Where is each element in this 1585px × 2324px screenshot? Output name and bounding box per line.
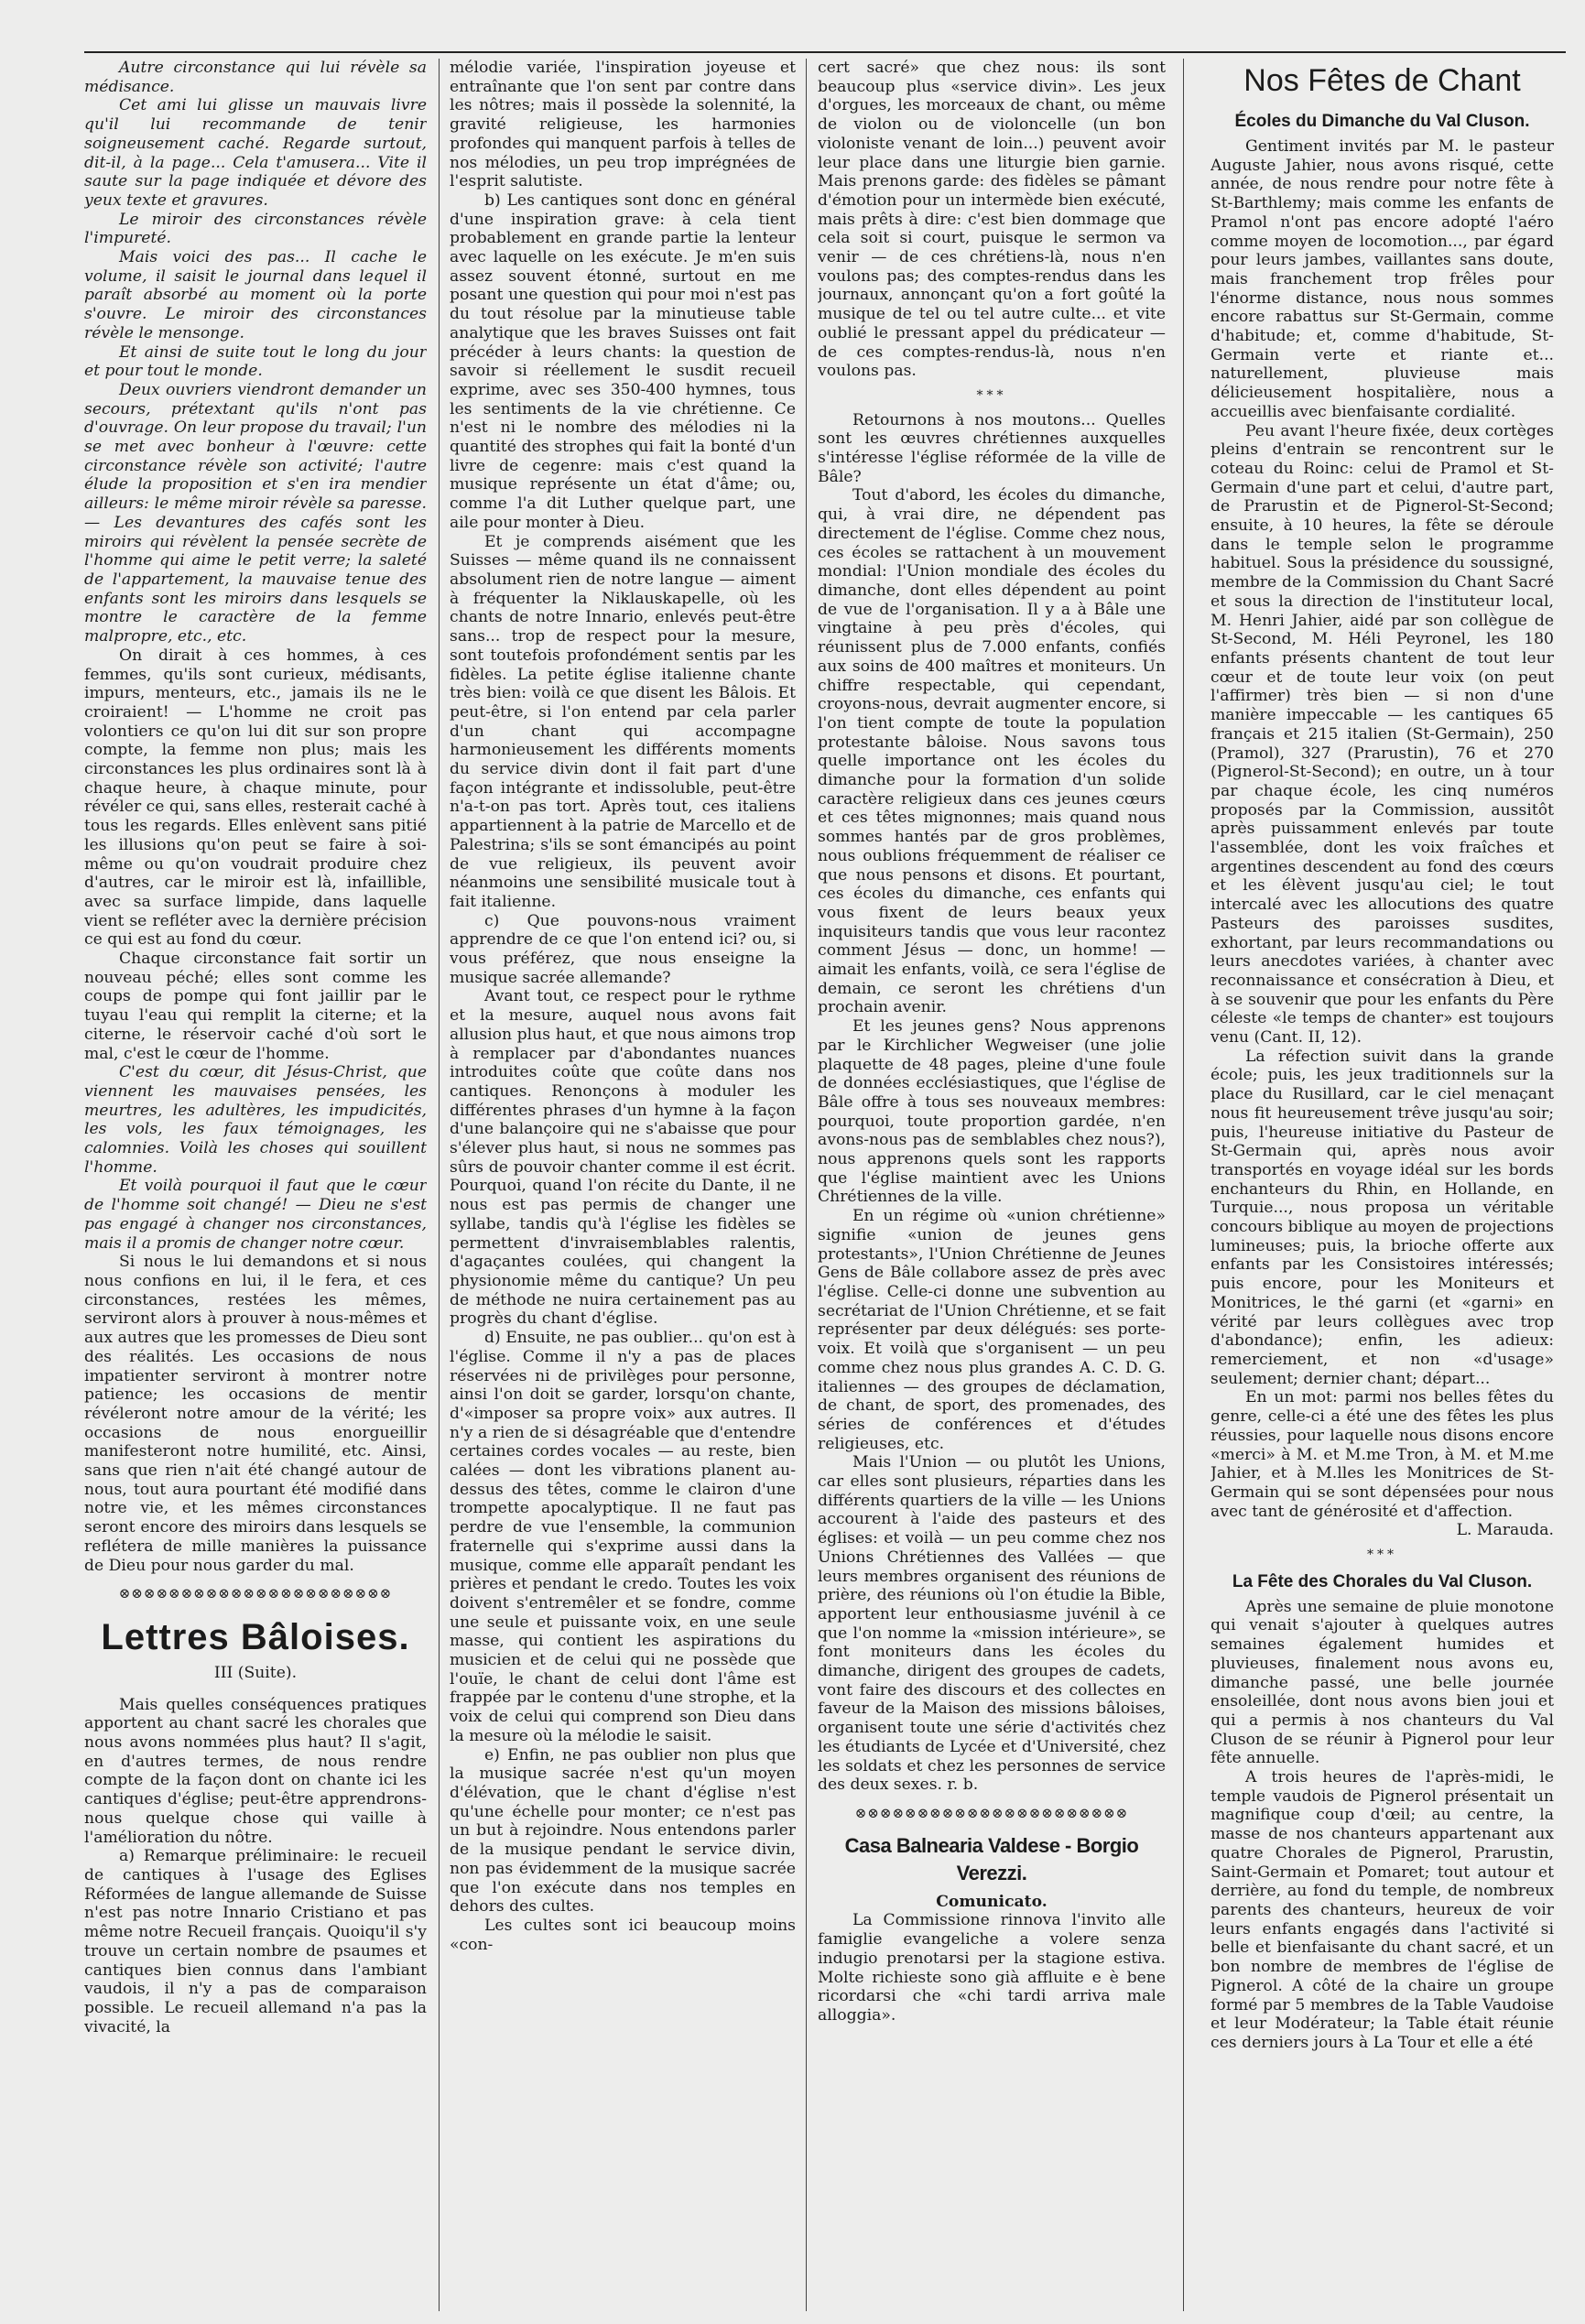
paragraph: Après une semaine de pluie monotone qui venait s'ajouter à quelques autres semaines également humides et pluvieuses, finalement nous avons eu, dimanche passé, une belle journée ensoleillée, dont nous avons bien joui et qui a permis à nos chanteurs du Val Cluson de se réunir à Pignerol pour leur fête annuelle. (1210, 1597, 1554, 1768)
paragraph: La Commissione rinnova l'invito alle famiglie evangeliche a volere senza indugio prenotarsi per la stagione estiva. Molte richieste sono già affluite e è bene ricordarsi che «chi tardi arriva male alloggia». (818, 1911, 1166, 2025)
column-3 (818, 59, 1166, 2311)
paragraph: Et ainsi de suite tout le long du jour et pour tout le monde. (84, 342, 427, 381)
paragraph: Le miroir des circonstances révèle l'impureté. (84, 210, 427, 248)
casa-title: Casa Balnearia Valdese - Borgio Verezzi. (844, 1833, 1139, 1884)
section-stars: *** (1367, 1548, 1397, 1563)
casa-subtitle: Comunicato. (936, 1892, 1048, 1911)
paragraph: Peu avant l'heure fixée, deux cortèges pleins d'entrain se rencontrent sur le coteau du Roinc: celui de Pramol et St-Germain d'une part et celui, d'autre part, de Prarustin et de Pignerol-St-Second; ensuite, à 10 heures, la fête se déroule dans le temple selon le programme habituel. Sous la présidence du soussigné, membre de la Commission du Chant Sacré et sous la direction de l'instituteur local, M. Henri Jahier, aidé par son collègue de St-Second, M. Héli Peyronel, les 180 enfants présents chantent de tout leur cœur et de toute leur voix (on peut l'affirmer) très bien — si non d'une manière impeccable — les cantiques 65 français et 215 italien (St-Germain), 250 (Pramol), 327 (Prarustin), 76 et 270 (Pignerol-St-Second); en outre, un à tour par chaque école, les cinq numéros proposés par la Commission, aussitôt après puissamment enlevés par toute l'assemblée, dont les voix fraîches et argentines descendent au fond des cœurs et les élèvent jusqu'au ciel; le tout intercalé avec les allocutions des quatre Pasteurs des paroisses susdites, exhortant, par leurs recommandations ou leurs anecdotes variées, à chanter avec reconnaissance et consécration à Dieu, et à se souvenir que pour les enfants du Père céleste «le temps de chanter» est toujours venu (Cant. II, 12). (1210, 421, 1554, 1048)
paragraph: Tout d'abord, les écoles du dimanche, qui, à vrai dire, ne dépendent pas directement de l'église. Comme chez nous, ces écoles se rattachent à un mouvement mondial: l'Union mondiale des écoles du dimanche, dont elles dépendent au point de vue de l'organisation. Il y a à Bâle une vingtaine à peu près d'écoles, qui réunissent plus de 7.000 enfants, confiés aux soins de 400 maîtres et moniteurs. Un chiffre respectable, qui cependant, croyons-nous, devrait augmenter encore, si l'on tient compte de toute la population protestante bâloise. Nous savons tous quelle importance ont les écoles du dimanche pour la formation d'un solide caractère religieux dans ces jeunes cœurs et ces têtes mignonnes; mais quand nous sommes hantés par de gros problèmes, nous oublions fréquemment de réaliser ce que nous pensons et disons. Et pourtant, ces écoles du dimanche, ces enfants qui vous fixent de leurs beaux yeux inquisiteurs tandis que vous leur racontez comment Jésus — donc, un homme! — aimait les enfants, voilà, ce sera l'église de demain, ce seront les chrétiens d'un prochain avenir. (818, 486, 1166, 1017)
ornament-divider: ⊗⊗⊗⊗⊗⊗⊗⊗⊗⊗⊗⊗⊗⊗⊗⊗⊗⊗⊗⊗⊗⊗ (854, 1804, 1129, 1821)
paragraph: A trois heures de l'après-midi, le temple vaudois de Pignerol présentait un magnifique coup d'œil; au centre, la masse de nos chanteurs appartenant aux quatre Chorales de Pignerol, Prarustin, Saint-Germain et Pomaret; tout autour et derrière, au fond du temple, de nombreux parents des chanteurs, heureux de voir leurs enfants engagés dans l'activité si belle et bienfaisante du chant sacré, et un bon nombre de membres de l'église de Pignerol. A côté de la chaire un groupe formé par 5 membres de la Table Vaudoise et leur Modérateur; la Table était réunie ces derniers jours à La Tour et elle a été (1210, 1768, 1554, 2052)
signature: L. Marauda. (1456, 1521, 1554, 1540)
paragraph: Et les jeunes gens? Nous apprenons par le Kirchlicher Wegweiser (une jolie plaquette de 48 pages, pleine d'une foule de données ecclésiastiques, que l'église de Bâle offre à tous ses nouveaux membres: pourquoi, toute proportion gardée, n'en avons-nous pas de semblables chez nous?), nous apprenons quels sont les rapports que l'église maintient avec les Unions Chrétiennes de la ville. (818, 1017, 1166, 1207)
paragraph: Gentiment invités par M. le pasteur Auguste Jahier, nous avons risqué, cette année, de nous rendre pour notre fête à St-Barthlemy; mais comme les enfants de Pramol n'ont pas encore adopté l'aéro comme moyen de locomotion..., par égard pour leurs jambes, vaillantes sans doute, mais franchement trop frêles pour l'énorme distance, nous nous sommes encore rabattus sur St-Germain, comme d'habitude; et, comme d'habitude, St-Germain verte et riante et... naturellement, pluvieuse mais délicieusement hospitalière, nous a accueillis avec bienfaisante cordialité. (1210, 137, 1554, 421)
section-title: Lettres Bâloises. (101, 1616, 410, 1657)
paragraph: Deux ouvriers viendront demander un secours, prétextant qu'ils n'ont pas d'ouvrage. On leur propose du travail; l'un se met avec bonheur à l'œuvre: cette circonstance révèle son activité; l'autre élude la proposition et s'en ira mendier ailleurs: le même miroir révèle sa paresse. — Les devantures des cafés sont les miroirs qui révèlent la pensée secrète de l'homme qui aime le petit verre; la saleté de l'appartement, la mauvaise tenue des enfants sont les miroirs dans lesquels se montre le caractère de la femme malpropre, etc., etc. (84, 380, 427, 646)
paragraph: On dirait à ces hommes, à ces femmes, qu'ils sont curieux, médisants, impurs, menteurs, etc., jamais ils ne le croiraient! — L'homme ne croit pas volontiers ce qu'on lui dit sur son propre compte, la femme non plus; mais les circonstances les plus ordinaires sont là à chaque heure, à chaque minute, pour révéler ce qui, sans elles, resterait caché à tous les regards. Elles enlèvent sans pitié les illusions qu'on peut se faire à soi-même ou qu'on voudrait produire chez d'autres, car le miroir est là, infaillible, avec sa surface limpide, dans laquelle vient se refléter avec la dernière précision ce qui est au fond du cœur. (84, 646, 427, 950)
paragraph: cert sacré» que chez nous: ils sont beaucoup plus «service divin». Les jeux d'orgues, les morceaux de chant, ou même de violon ou de violoncelle (un bon violoniste venant de loin...) peuvent avoir leur place dans une liturgie bien garnie. Mais prenons garde: des fidèles se pâmant d'émotion pour un intermède bien exécuté, mais prêts à dire: c'est bien dommage que cela soit si court, puisque le sermon va venir — de ces chrétiens-là, nous n'en voulons pas; des comptes-rendus dans les journaux, annonçant qu'on a fort goûté la musique de tel ou tel autre culte... et vite oublié le pressant appel du prédicateur — de ces comptes-rendus-là, nous n'en voulons pas. (818, 59, 1166, 381)
paragraph: En un mot: parmi nos belles fêtes du genre, celle-ci a été une des fêtes les plus réussies, pour laquelle nous disons encore «merci» à M. et M.me Tron, à M. et M.me Jahier, et à M.lles les Monitrices de St-Germain qui se sont dépensées pour nous avec tant de générosité et d'affection. (1210, 1388, 1554, 1521)
column-2 (450, 59, 796, 2311)
paragraph: Cet ami lui glisse un mauvais livre qu'il lui recommande de tenir soigneusement caché. Regarde surtout, dit-il, à la page... Cela t'amusera... Vite il saute sur la page indiquée et dévore des yeux texte et gravures. (84, 96, 427, 210)
column-4 (1210, 59, 1554, 2311)
section-subtitle: III (Suite). (213, 1663, 298, 1682)
section-title: Nos Fêtes de Chant (1243, 63, 1521, 98)
paragraph: Mais quelles conséquences pratiques apportent au chant sacré les chorales que nous avons nommées plus haut? Il s'agit, en d'autres termes, de nous rendre compte de la façon dont on chante ici les cantiques d'église; peut-être apprendrons-nous quelque chose qui vaille à l'amélioration du nôtre. (84, 1695, 427, 1847)
paragraph: c) Que pouvons-nous vraiment apprendre de ce que l'on entend ici? ou, si vous préférez, que nous enseigne la musique sacrée allemande? (450, 911, 796, 987)
paragraph: Et voilà pourquoi il faut que le cœur de l'homme soit changé! — Dieu ne s'est pas engagé à changer nos circonstances, mais il a promis de changer notre cœur. (84, 1177, 427, 1253)
column-divider (806, 59, 807, 2311)
paragraph: Autre circonstance qui lui révèle sa médisance. (84, 59, 427, 96)
paragraph: b) Les cantiques sont donc en général d'une inspiration grave: à cela tient probablement en grande partie la lenteur avec laquelle on les exécute. Je m'en suis assez souvent étonné, surtout en me posant une question qui pour moi n'est pas du tout résolue par la minutieuse table analytique que les braves Suisses ont fait précéder à leurs chants: la question de savoir si réellement le susdit recueil exprime, avec ses 350-400 hymnes, tous les sentiments de la vie chrétienne. Ce n'est ni le nombre des mélodies ni la quantité des strophes qui fait la bonté d'un livre de cegenre: mais c'est quand la musique représente un état d'âme; ou, comme l'a dit Luther quelque part, une aile pour monter à Dieu. (450, 190, 796, 532)
ornament-divider: ⊗⊗⊗⊗⊗⊗⊗⊗⊗⊗⊗⊗⊗⊗⊗⊗⊗⊗⊗⊗⊗⊗ (118, 1585, 393, 1602)
paragraph: Retournons à nos moutons... Quelles sont les œuvres chrétiennes auxquelles s'intéresse l'église réformée de la ville de Bâle? (818, 410, 1166, 486)
section-subtitle: La Fête des Chorales du Val Cluson. (1232, 1571, 1533, 1591)
paragraph: d) Ensuite, ne pas oublier... qu'on est à l'église. Comme il n'y a pas de places réservées ni de privilèges pour personne, ainsi l'on doit se garder, lorsqu'on chante, d'«imposer sa propre voix» aux autres. Il n'y a rien de si désagréable que d'entendre certaines cordes vocales — au reste, bien calées — dont les vibrations planent au-dessus des têtes, comme le clairon d'une trompette apocalyptique. Il ne faut pas perdre de vue l'ensemble, la communion fraternelle qui s'exprime aussi dans la musique, comme elle apparaît pendant les prières et pendant le credo. Toutes les voix doivent s'entremêler et se fondre, comme une seule et puissante voix, en une seule masse, qui contient les aspirations du musicien et de celui qui ne possède que l'ouïe, le chant de celui dont l'âme est frappée par le contenu d'une strophe, et la voix de celui qui comprend son Dieu dans la mesure où la mélodie le saisit. (450, 1329, 796, 1745)
column-1 (84, 59, 427, 2311)
paragraph: Chaque circonstance fait sortir un nouveau péché; elles sont comme les coups de pompe qui font jaillir par le tuyau l'eau qui remplit la citerne; et la citerne, le réservoir caché d'où sort le mal, c'est le cœur de l'homme. (84, 950, 427, 1063)
paragraph: Mais voici des pas... Il cache le volume, il saisit le journal dans lequel il paraît absorbé au moment où la porte s'ouvre. Le miroir des circonstances révèle le mensonge. (84, 248, 427, 342)
paragraph: La réfection suivit dans la grande école; puis, les jeux traditionnels sur la place du Rusillard, car le ciel menaçant nous fit heureusement trêve jusqu'au soir; puis, l'heureuse initiative du Pasteur de St-Germain qui, après nous avoir transportés en voyage idéal sur les bords enchanteurs du Rhin, en Hollande, en Turquie..., nous proposa un véritable concours biblique au moyen de projections lumineuses; puis, la brioche offerte aux enfants par les Consistoires intéressés; puis encore, pour les Moniteurs et Monitrices, le thé garni (et «garni» en vérité par leurs collègues avec trop d'abondance); enfin, les adieux: remerciement, et non «d'usage» seulement; dernier chant; départ... (1210, 1047, 1554, 1388)
paragraph: En un régime où «union chrétienne» signifie «union de jeunes gens protestants», l'Union Chrétienne de Jeunes Gens de Bâle collabore assez de près avec l'église. Celle-ci donne une subvention au secrétariat de l'Union Chrétienne, et se fait représenter par deux délégués: ses porte-voix. Et voilà que s'organisent — un peu comme chez nous plus grandes A. C. D. G. italiennes — des groupes de déclamation, de chant, de sport, des promenades, des séries de conférences et d'études religieuses, etc. (818, 1207, 1166, 1453)
paragraph: a) Remarque préliminaire: le recueil de cantiques à l'usage des Eglises Réformées de langue allemande de Suisse n'est pas notre Innario Cristiano et pas même notre Recueil français. Quoiqu'il s'y trouve un certain nombre de psaumes et cantiques bien connus dans l'ambiant vaudois, il n'y a pas de comparaison possible. Le recueil allemand n'a pas la vivacité, la (84, 1847, 427, 2036)
paragraph: mélodie variée, l'inspiration joyeuse et entraînante que l'on sent par contre dans les nôtres; mais il possède la solennité, la gravité religieuse, les harmonies profondes qui manquent parfois à telles de nos mélodies, un peu trop imprégnées de l'esprit salutiste. (450, 59, 796, 191)
column-divider (439, 59, 440, 2311)
section-stars: *** (976, 387, 1007, 403)
column-divider (1183, 59, 1184, 2311)
top-rule (84, 51, 1566, 53)
paragraph: Et je comprends aisément que les Suisses — même quand ils ne connaissent absolument rien de notre langue — aiment à fréquenter la Niklauskapelle, où les chants de notre Innario, enlevés peut-être sans... trop de respect pour la mesure, sont toutefois profondément sentis par les fidèles. La petite église italienne chante très bien: voilà ce que disent les Bâlois. Et peut-être, si l'on entend par cela parler d'un chant qui accompagne harmonieusement les différents moments du service divin dont il fait part d'une façon intégrante et indissoluble, peut-être n'a-t-on pas tort. Après tout, ces italiens appartiennent à la patrie de Marcello et de Palestrina; s'ils se sont émancipés au point de vue religieux, ils peuvent avoir néanmoins une sensibilité musicale tout à fait italienne. (450, 532, 796, 911)
paragraph: Avant tout, ce respect pour le rythme et la mesure, auquel nous avons fait allusion plus haut, et que nous aimons trop à remplacer par d'abondantes nuances introduites coûte que coûte dans nos cantiques. Renonçons à moduler les différentes phrases d'un hymne à la façon d'une balançoire qui ne s'abaisse que pour s'élever plus haut, si nous ne sommes pas sûrs de pouvoir chanter comme il est écrit. Pourquoi, quand l'on récite du Dante, il ne nous est pas permis de changer une syllabe, tandis qu'à l'église les fidèles se permettent d'invraisemblables ralentis, d'agaçantes coulées, qui changent la physionomie même du cantique? Un peu de méthode ne nuira certainement pas au progrès du chant d'église. (450, 987, 796, 1329)
paragraph: Mais l'Union — ou plutôt les Unions, car elles sont plusieurs, réparties dans les différents quartiers de la ville — les Unions accourent à l'aide des pasteurs et des églises: et voilà — un peu comme chez nos Unions Chrétiennes des Vallées — que leurs membres organisent des réunions de prière, des réunions où l'on étudie la Bible, apportent leur enthousiasme juvénil à ce que l'on nomme la «mission intérieure», se font moniteurs dans les écoles du dimanche, dirigent des groupes de cadets, vont faire des discours et des collectes en faveur de la Maison des missions bâloises, organisent toute une série d'activités chez les étudiants de Lycée et d'Université, chez les soldats et chez les personnes de service des deux sexes. r. b. (818, 1453, 1166, 1795)
paragraph: Si nous le lui demandons et si nous nous confions en lui, il le fera, et ces circonstances, restées les mêmes, serviront alors à prouver à nous-mêmes et aux autres que les promesses de Dieu sont des réalités. Les occasions de nous impatienter serviront à montrer notre patience; les occasions de mentir révéleront notre amour de la vérité; les occasions de nous enorgueillir manifesteront notre humilité, etc. Ainsi, sans que rien n'ait été changé autour de nous, tout aura pourtant été modifié dans notre vie, et les mêmes circonstances seront encore des miroirs dans lesquels se reflétera de mille manières la puissance de Dieu pour nous garder du mal. (84, 1253, 427, 1575)
section-subtitle: Écoles du Dimanche du Val Cluson. (1234, 112, 1530, 131)
paragraph: C'est du cœur, dit Jésus-Christ, que viennent les mauvaises pensées, les meurtres, les adultères, les impudicités, les vols, les faux témoignages, les calomnies. Voilà les choses qui souillent l'homme. (84, 1063, 427, 1177)
paragraph: Les cultes sont ici beaucoup moins «con- (450, 1916, 796, 1954)
paragraph: e) Enfin, ne pas oublier non plus que la musique sacrée n'est qu'un moyen d'élévation, que le chant d'église n'est qu'une échelle pour monter; ce n'est pas un but à rejoindre. Nous entendons parler de la musique pendant le service divin, non pas évidemment de la musique sacrée que l'on exécute dans nos temples en dehors des cultes. (450, 1745, 796, 1917)
